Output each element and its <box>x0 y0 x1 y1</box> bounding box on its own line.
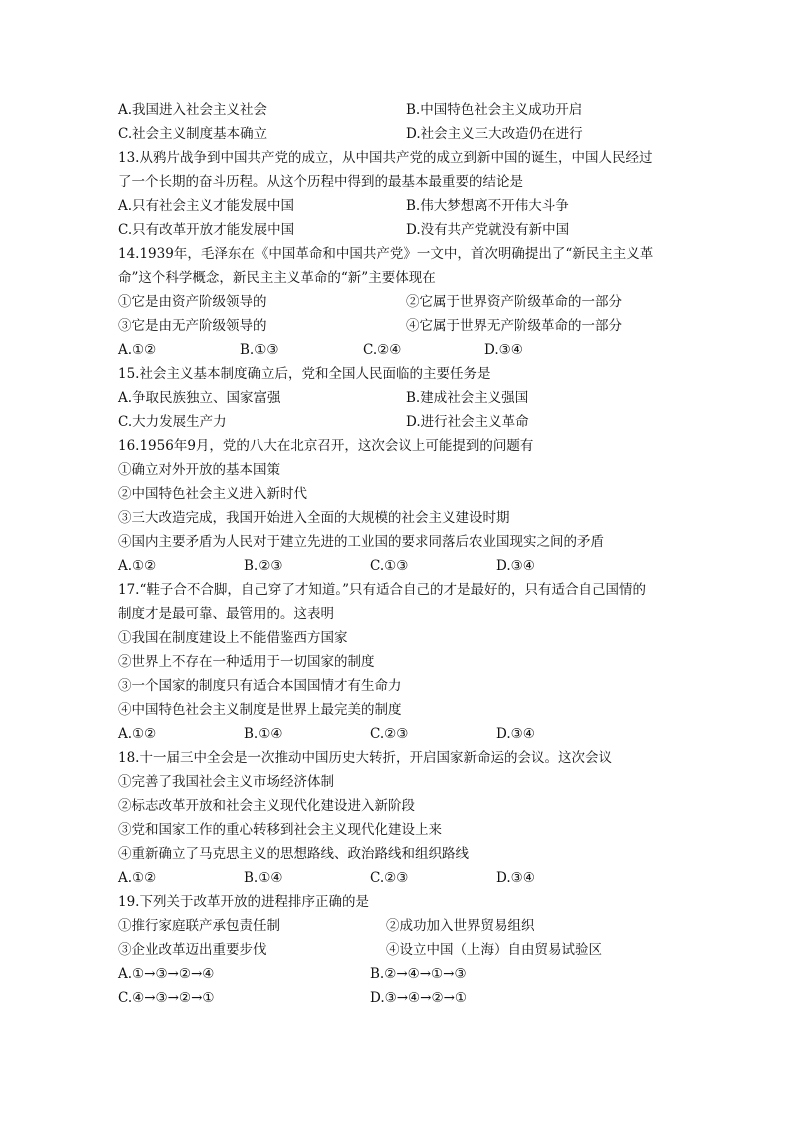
q19-option-a: A.①→③→②→④ <box>118 966 215 982</box>
q17-statement-3: ③一个国家的制度只有适合本国国情才有生命力 <box>118 678 402 694</box>
q19-statement-4: ④设立中国（上海）自由贸易试验区 <box>386 942 602 958</box>
q15-option-c: C.大力发展生产力 <box>118 414 227 430</box>
q12-option-b: B.中国特色社会主义成功开启 <box>406 102 583 118</box>
q17-option-a: A.①② <box>118 726 157 742</box>
q15-option-d: D.进行社会主义革命 <box>406 414 529 430</box>
q13-option-a: A.只有社会主义才能发展中国 <box>118 198 295 214</box>
q16-statement-4: ④国内主要矛盾为人民对于建立先进的工业国的要求同落后农业国现实之间的矛盾 <box>118 534 604 550</box>
q18-statement-1: ①完善了我国社会主义市场经济体制 <box>118 774 334 790</box>
q18-statement-2: ②标志改革开放和社会主义现代化建设进入新阶段 <box>118 798 415 814</box>
q14-option-a: A.①② <box>118 342 157 358</box>
q17-stem-line-1: 17.“鞋子合不合脚，自己穿了才知道。”只有适合自己的才是最好的，只有适合自己国情的 <box>118 582 647 598</box>
q18-stem: 18.十一届三中全会是一次推动中国历史大转折，开启国家新命运的会议。这次会议 <box>118 750 612 766</box>
q19-statement-3: ③企业改革迈出重要步伐 <box>118 942 267 958</box>
q14-statement-1: ①它是由资产阶级领导的 <box>118 294 267 310</box>
q17-statement-4: ④中国特色社会主义制度是世界上最完美的制度 <box>118 702 402 718</box>
q16-option-d: D.③④ <box>496 558 535 574</box>
q16-option-a: A.①② <box>118 558 157 574</box>
q16-statement-3: ③三大改造完成，我国开始进入全面的大规模的社会主义建设时期 <box>118 510 510 526</box>
q14-statement-2: ②它属于世界资产阶级革命的一部分 <box>406 294 622 310</box>
q18-option-b: B.①④ <box>244 870 283 886</box>
q15-stem: 15.社会主义基本制度确立后，党和全国人民面临的主要任务是 <box>118 366 491 382</box>
q13-stem-line-2: 了一个长期的奋斗历程。从这个历程中得到的最基本最重要的结论是 <box>118 174 523 190</box>
q19-option-c: C.④→③→②→① <box>118 990 215 1006</box>
q17-option-c: C.②③ <box>370 726 409 742</box>
q16-stem: 16.1956年9月，党的八大在北京召开，这次会议上可能提到的问题有 <box>118 438 534 454</box>
q14-option-b: B.①③ <box>240 342 279 358</box>
q17-statement-1: ①我国在制度建设上不能借鉴西方国家 <box>118 630 348 646</box>
q19-statement-1: ①推行家庭联产承包责任制 <box>118 918 280 934</box>
q12-option-d: D.社会主义三大改造仍在进行 <box>406 126 583 142</box>
q13-stem-line-1: 13.从鸦片战争到中国共产党的成立，从中国共产党的成立到新中国的诞生，中国人民经过 <box>118 150 653 166</box>
q13-option-c: C.只有改革开放才能发展中国 <box>118 222 295 238</box>
q17-stem-line-2: 制度才是最可靠、最管用的。这表明 <box>118 606 334 622</box>
q14-statement-4: ④它属于世界无产阶级革命的一部分 <box>406 318 622 334</box>
q13-option-b: B.伟大梦想离不开伟大斗争 <box>406 198 569 214</box>
q14-stem-line-2: 命”这个科学概念，新民主主义革命的“新”主要体现在 <box>118 270 436 286</box>
q18-option-c: C.②③ <box>370 870 409 886</box>
q18-option-a: A.①② <box>118 870 157 886</box>
q18-statement-3: ③党和国家工作的重心转移到社会主义现代化建设上来 <box>118 822 442 838</box>
q15-option-a: A.争取民族独立、国家富强 <box>118 390 281 406</box>
q17-option-d: D.③④ <box>496 726 535 742</box>
q17-statement-2: ②世界上不存在一种适用于一切国家的制度 <box>118 654 375 670</box>
q16-statement-1: ①确立对外开放的基本国策 <box>118 462 280 478</box>
q15-option-b: B.建成社会主义强国 <box>406 390 529 406</box>
q18-option-d: D.③④ <box>496 870 535 886</box>
q12-option-a: A.我国进入社会主义社会 <box>118 102 268 118</box>
q19-statement-2: ②成功加入世界贸易组织 <box>386 918 535 934</box>
q19-option-b: B.②→④→①→③ <box>370 966 467 982</box>
q14-statement-3: ③它是由无产阶级领导的 <box>118 318 267 334</box>
q16-option-c: C.①③ <box>370 558 409 574</box>
q19-option-d: D.③→④→②→① <box>370 990 467 1006</box>
q16-option-b: B.②③ <box>244 558 283 574</box>
q14-stem-line-1: 14.1939年，毛泽东在《中国革命和中国共产党》一文中，首次明确提出了“新民主主义革 <box>118 246 654 262</box>
q18-statement-4: ④重新确立了马克思主义的思想路线、政治路线和组织路线 <box>118 846 469 862</box>
q13-option-d: D.没有共产党就没有新中国 <box>406 222 570 238</box>
q17-option-b: B.①④ <box>244 726 283 742</box>
q12-option-c: C.社会主义制度基本确立 <box>118 126 268 142</box>
q14-option-c: C.②④ <box>363 342 402 358</box>
q16-statement-2: ②中国特色社会主义进入新时代 <box>118 486 307 502</box>
q14-option-d: D.③④ <box>484 342 523 358</box>
q19-stem: 19.下列关于改革开放的进程排序正确的是 <box>118 894 369 910</box>
